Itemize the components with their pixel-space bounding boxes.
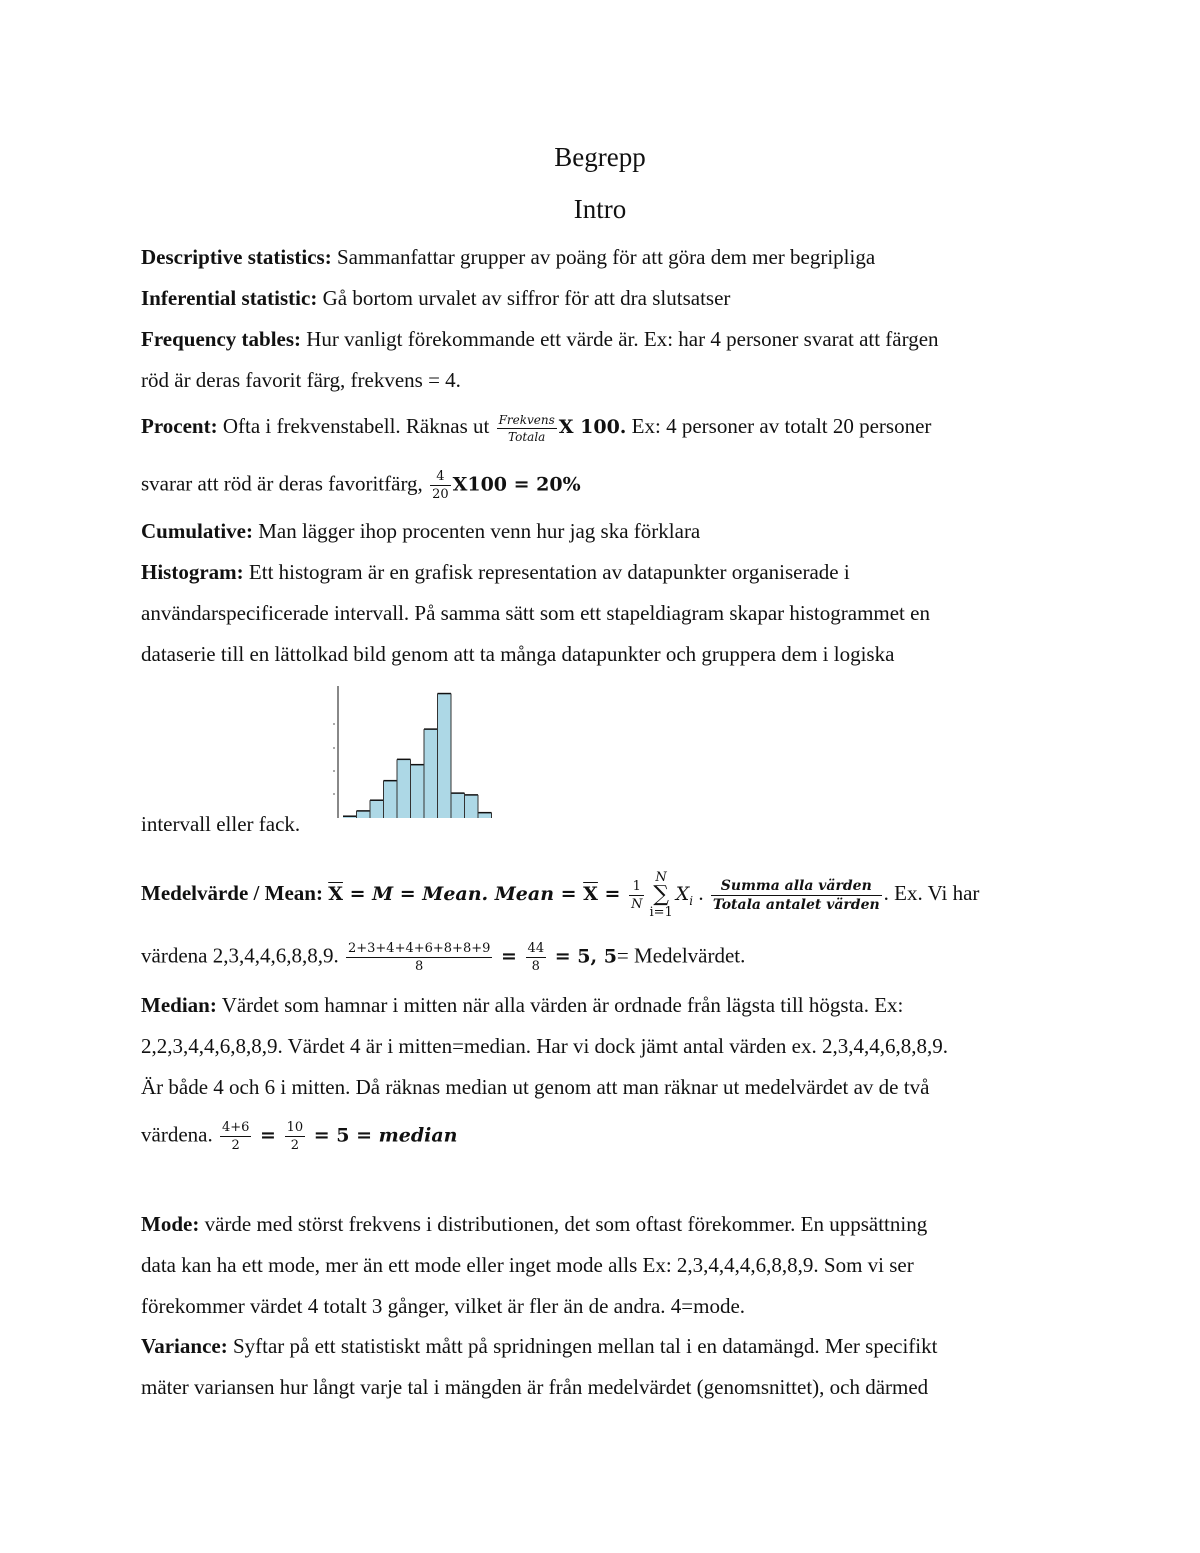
procent-example-fraction: $\frac{4}{20}$ xyxy=(432,469,449,502)
median-line-2: 2,2,3,4,4,6,8,8,9. Värdet 4 är i mitten=median. Har vi dock jämt antal värden ex. 2,3,4,4,6,8,8,9. xyxy=(141,1034,948,1058)
histogram-bar xyxy=(465,795,479,818)
mean-word-fraction: $\frac{\text{Summa alla värden}}{\text{Totala antalet värden}}$ xyxy=(712,877,880,913)
procent-text: Ofta i frekvenstabell. Räknas ut xyxy=(217,414,495,438)
inferential-line xyxy=(141,285,730,311)
procent-fraction: $\frac{\text{Frekvens}}{\text{Totala}}$ xyxy=(498,412,555,444)
mean-equals: = xyxy=(494,945,524,968)
histogram-term: Histogram: xyxy=(141,560,244,584)
histogram-chart xyxy=(325,682,510,827)
mode-line xyxy=(141,1211,927,1237)
frequency-line xyxy=(141,326,939,352)
mean-dot: . xyxy=(693,880,709,905)
variance-term: Variance: xyxy=(141,1334,228,1358)
sum-symbol: N ∑ i=1 xyxy=(649,870,673,920)
histogram-line xyxy=(141,559,850,585)
median-line-3: Är både 4 och 6 i mitten. Då räknas median ut genom att man räknar ut medelvärdet av de två xyxy=(141,1075,930,1099)
cumulative-term: Cumulative: xyxy=(141,519,253,543)
median-line-4 xyxy=(141,1120,458,1153)
frequency-line-2: röd är deras favorit färg, frekvens = 4. xyxy=(141,368,461,392)
procent-example-2: svarar att röd är deras favoritfärg, xyxy=(141,471,429,496)
cumulative-line xyxy=(141,518,700,544)
inferential-text: Gå bortom urvalet av siffror för att dra slutsatser xyxy=(317,286,731,310)
histogram-bar xyxy=(357,811,371,818)
mean-formula: $\overline{X} = M$ = Mean. Mean = $\overline{X}$ = xyxy=(328,882,628,905)
histogram-line-2: användarspecificerade intervall. På samma sätt som ett stapeldiagram skapar histogrammet en xyxy=(141,601,930,625)
variance-line xyxy=(141,1333,937,1359)
mode-line-3: förekommer värdet 4 totalt 3 gånger, vilket är fler än de andra. 4=mode. xyxy=(141,1294,746,1318)
histogram-line-4: intervall eller fack. xyxy=(141,812,301,836)
variance-line-2: mäter variansen hur långt varje tal i mängden är från medelvärdet (genomsnittet), och därmed xyxy=(141,1375,929,1399)
section-title: Intro xyxy=(573,194,627,224)
variance-text: Syftar på ett statistiskt mått på spridningen mellan tal i en datamängd. Mer specifikt xyxy=(227,1334,938,1358)
cumulative-text: Man lägger ihop procenten venn hur jag ska förklara xyxy=(253,519,701,543)
histogram-bar xyxy=(424,729,438,818)
histogram-bar xyxy=(438,694,452,818)
mean-values: värdena 2,3,4,4,6,8,8,9. xyxy=(141,943,344,968)
median-text: Värdet som hamnar i mitten när alla värden är ordnade från lägsta till högsta. Ex: xyxy=(216,993,904,1017)
mean-after: . Ex. Vi har xyxy=(883,880,980,905)
mean-example-fraction-2: $\frac{44}{8}$ xyxy=(527,941,545,974)
frequency-term: Frequency tables: xyxy=(141,327,302,351)
mean-term: Medelvärde / Mean: xyxy=(141,880,323,905)
frequency-text: Hur vanligt förekommande ett värde är. Ex: har 4 personer svarat att färgen xyxy=(301,327,939,351)
procent-line-2 xyxy=(141,469,581,502)
mean-one-over-n: $\frac{1}{N}$ xyxy=(631,878,643,912)
descriptive-line xyxy=(141,244,875,270)
median-word: median xyxy=(378,1124,458,1147)
median-result: = 5 = xyxy=(307,1124,379,1147)
procent-example: Ex: 4 personer av totalt 20 personer xyxy=(626,414,932,438)
histogram-line-3: dataserie till en lättolkad bild genom att ta många datapunkter och gruppera dem i logiska xyxy=(141,642,895,666)
page-title: Begrepp xyxy=(554,142,646,172)
procent-example-formula: X100 = 20% xyxy=(452,473,581,496)
histogram-bar xyxy=(397,759,411,818)
procent-formula: X 100. xyxy=(558,416,627,438)
median-values-word: värdena. xyxy=(141,1122,218,1147)
mean-line-2 xyxy=(141,941,746,974)
median-term: Median: xyxy=(141,993,217,1017)
mean-conclusion: = Medelvärdet. xyxy=(616,943,746,968)
mode-line-2: data kan ha ett mode, mer än ett mode eller inget mode alls Ex: 2,3,4,4,4,6,8,8,9. Som vi ser xyxy=(141,1253,914,1277)
histogram-bar xyxy=(370,800,384,818)
histogram-text: Ett histogram är en grafisk representation av datapunkter organiserade i xyxy=(243,560,850,584)
median-fraction-2: $\frac{10}{2}$ xyxy=(286,1120,304,1153)
mean-line xyxy=(141,870,980,920)
median-fraction: $\frac{4+6}{2}$ xyxy=(221,1120,250,1153)
median-line xyxy=(141,992,903,1018)
histogram-bar xyxy=(411,765,425,818)
histogram-bar xyxy=(478,813,492,818)
mean-example-fraction: $\frac{2+3+4+4+6+8+8+9}{8}$ xyxy=(347,941,491,974)
descriptive-term: Descriptive statistics: xyxy=(141,245,332,269)
mode-text: värde med störst frekvens i distributionen, det som oftast förekommer. En uppsättning xyxy=(199,1212,928,1236)
mode-term: Mode: xyxy=(141,1212,200,1236)
histogram-bar xyxy=(384,781,398,818)
mean-result: = 5, 5 xyxy=(548,945,617,968)
procent-term: Procent: xyxy=(141,414,218,438)
mean-xi: $X_i$ xyxy=(675,882,694,908)
procent-line xyxy=(141,412,932,444)
descriptive-text: Sammanfattar grupper av poäng för att göra dem mer begripliga xyxy=(331,245,876,269)
median-equals: = xyxy=(253,1124,283,1147)
histogram-bar xyxy=(451,793,465,818)
inferential-term: Inferential statistic: xyxy=(141,286,318,310)
